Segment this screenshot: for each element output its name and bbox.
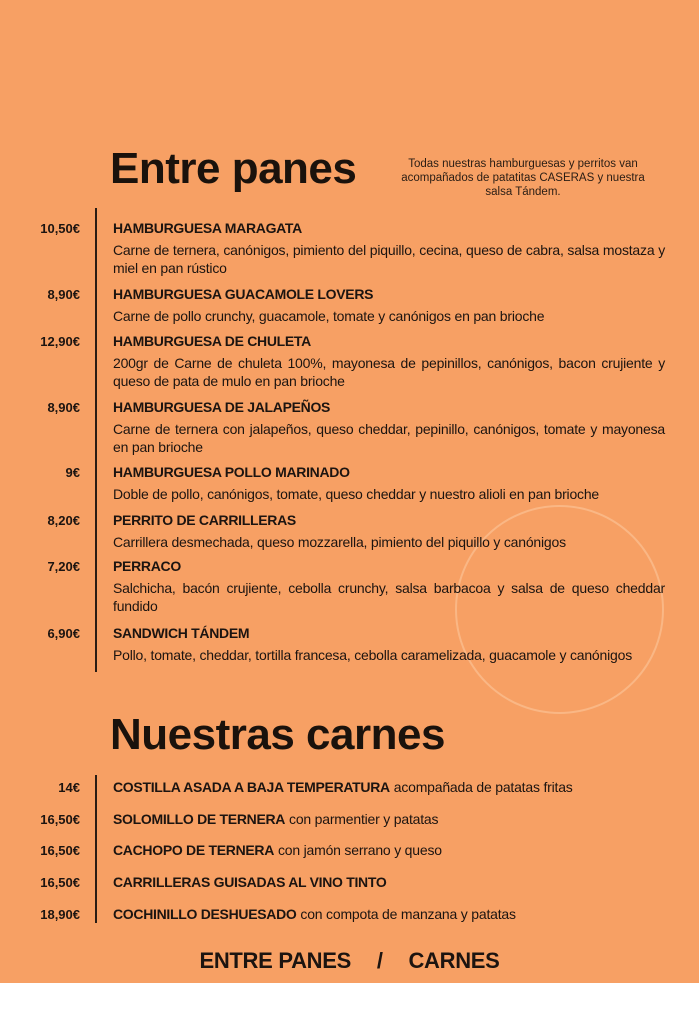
item-name: HAMBURGUESA POLLO MARINADO [113,464,350,480]
item-description: con parmentier y patatas [289,810,439,827]
item-price: 14€ [58,780,80,795]
item-price: 9€ [65,465,80,480]
item-name: COSTILLA ASADA A BAJA TEMPERATURA [113,779,390,795]
item-name: COCHINILLO DESHUESADO [113,905,297,922]
item-description: Carne de ternera, canónigos, pimiento del piquillo, cecina, queso de cabra, salsa mostaza y miel en pan rústico [113,242,665,276]
item-description: Pollo, tomate, cheddar, tortilla francesa, cebolla caramelizada, guacamole y canónigos [113,647,632,663]
section-title-carnes: Nuestras carnes [110,710,445,759]
item-description: Carne de pollo crunchy, guacamole, tomate y canónigos en pan brioche [113,308,545,324]
item-price: 7,20€ [47,559,80,574]
item-name: HAMBURGUESA GUACAMOLE LOVERS [113,286,374,302]
item-name: HAMBURGUESA MARAGATA [113,220,302,236]
item-description: con jamón serrano y queso [277,842,442,859]
item-price: 10,50€ [40,221,80,236]
item-price: 16,50€ [40,843,80,859]
footer-nav [0,948,699,974]
item-description: Salchicha, bacón crujiente, cebolla crunchy, salsa barbacoa y salsa de queso cheddar fundido [113,580,665,614]
item-name: HAMBURGUESA DE JALAPEÑOS [113,399,331,415]
section-note: Todas nuestras hamburguesas y perritos van acompañados de patatitas CASERAS y nuestra salsa Tándem. [401,158,645,198]
nav-link-entre-panes[interactable]: ENTRE PANES [199,948,351,973]
item-description: con compota de manzana y patatas [300,905,516,922]
item-description: Doble de pollo, canónigos, tomate, queso cheddar y nuestro alioli en pan brioche [113,486,599,502]
item-price: 8,90€ [47,400,80,415]
item-name: SOLOMILLO DE TERNERA [113,810,286,827]
item-name: CARRILLERAS GUISADAS AL VINO TINTO [113,874,387,891]
item-description: 200gr de Carne de chuleta 100%, mayonesa de pepinillos, canónigos, bacon crujiente y queso de pata de mulo en pan brioche [113,355,665,389]
divider-line [95,775,97,923]
item-price: 18,90€ [40,906,80,922]
item-name: PERRITO DE CARRILLERAS [113,512,296,528]
item-price: 8,20€ [47,513,80,528]
item-name: SANDWICH TÁNDEM [113,625,250,641]
item-name: PERRACO [113,558,181,574]
nav-link-carnes[interactable]: CARNES [408,948,500,973]
item-price: 16,50€ [40,875,80,891]
item-price: 12,90€ [40,334,80,349]
item-price: 8,90€ [47,287,80,302]
nav-separator: / [376,948,383,973]
divider-line [95,208,97,672]
item-description: Carne de ternera con jalapeños, queso cheddar, pepinillo, canónigos, tomate y mayonesa en pan brioche [113,421,665,455]
item-description: Carrillera desmechada, queso mozzarella, pimiento del piquillo y canónigos [113,534,566,550]
item-name: HAMBURGUESA DE CHULETA [113,333,311,349]
section-title-entre-panes: Entre panes [110,144,357,193]
item-price: 16,50€ [40,811,80,827]
item-price: 6,90€ [47,626,80,641]
item-description: acompañada de patatas fritas [393,779,573,795]
item-name: CACHOPO DE TERNERA [113,842,275,859]
